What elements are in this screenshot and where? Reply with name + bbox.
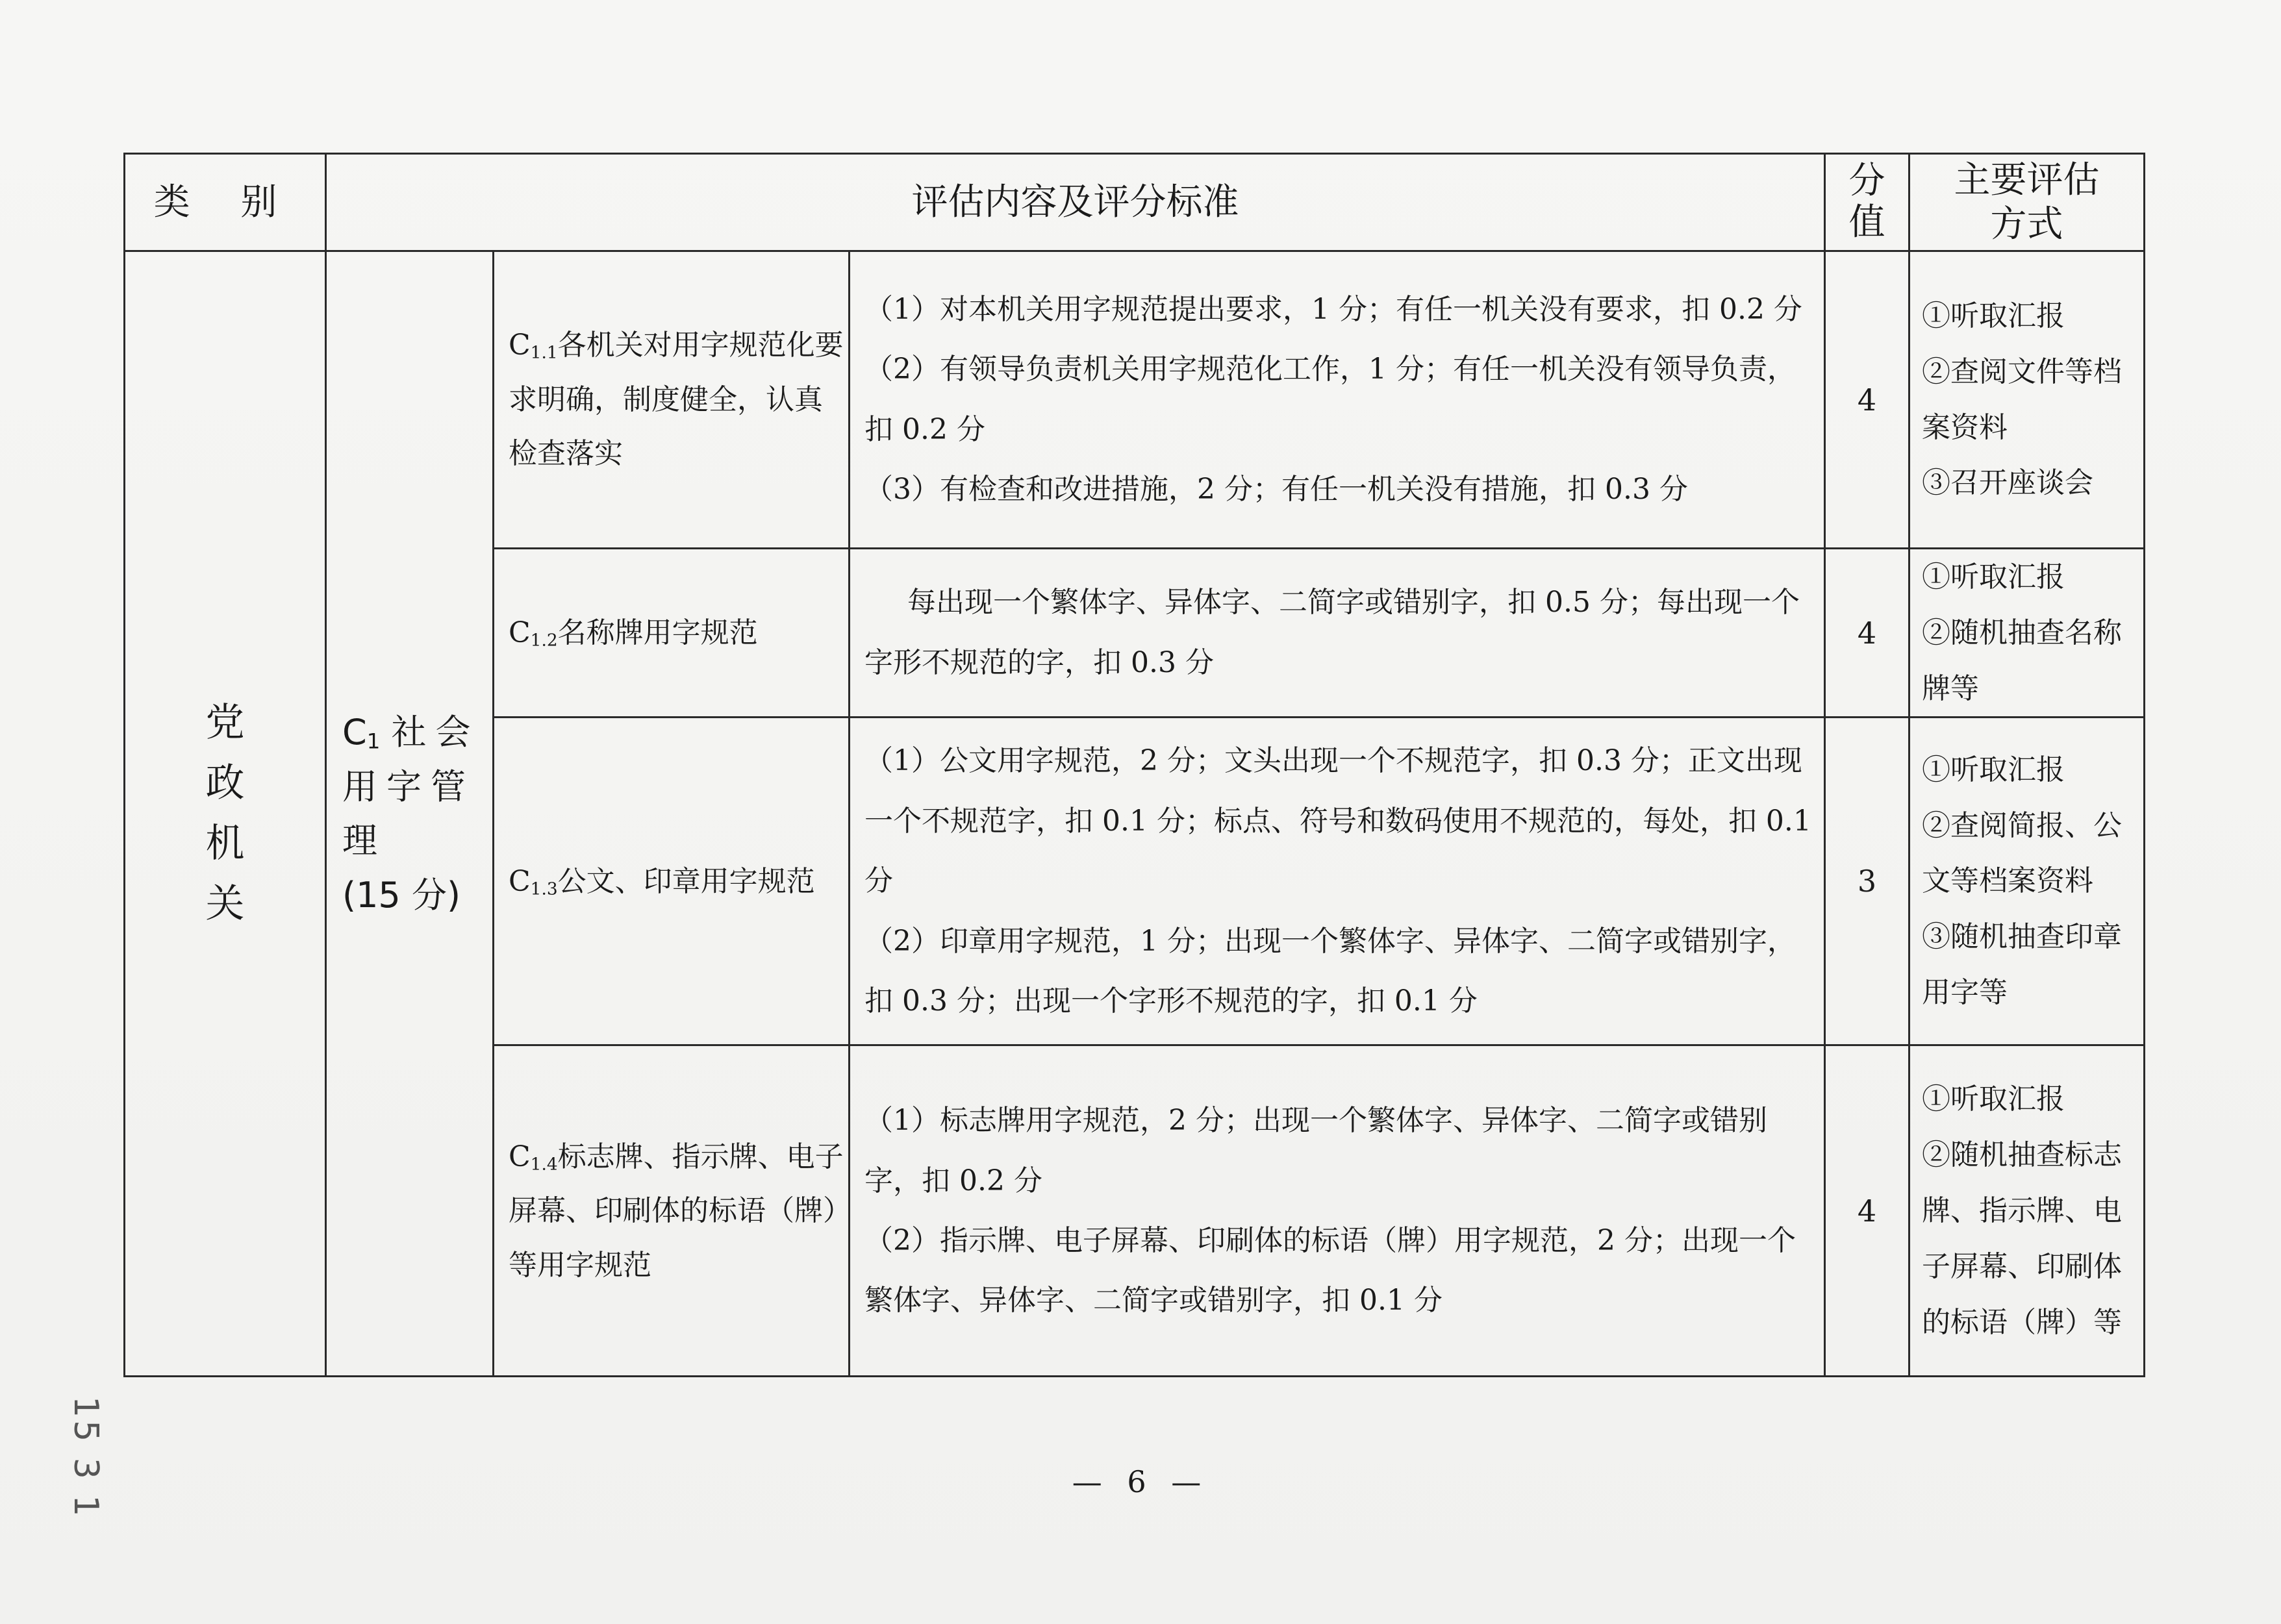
item-cell: $C_{1.1}$各机关对用字规范化要求明确，制度健全，认真检查落实 [494, 251, 850, 549]
criteria-line: 每出现一个繁体字、异体字、二简字或错别字，扣 0.5 分；每出现一个字形不规范的字，扣 0.3 分 [864, 586, 1800, 679]
method-line: ③召开座谈会 [1922, 466, 2093, 500]
criteria-cell [850, 718, 1825, 1045]
side-stamp [0, 1396, 105, 1455]
subcategory-name: 社会用字管理 [342, 711, 480, 862]
item-cell: $C_{1.4}$标志牌、指示牌、电子屏幕、印刷体的标语（牌）等用字规范 [494, 1045, 850, 1377]
score-cell: 4 [1825, 1045, 1909, 1377]
subcategory-code: $C_1$ [342, 711, 381, 754]
method-line: ②查阅文件等档案资料 [1922, 355, 2122, 444]
method-line: ②随机抽查标志牌、指示牌、电子屏幕、印刷体的标语（牌）等 [1922, 1138, 2122, 1339]
subcategory-points: (15 分) [342, 874, 461, 916]
criteria-line: （3）有检查和改进措施，2 分；有任一机关没有措施，扣 0.3 分 [864, 472, 1688, 506]
method-cell [1909, 1045, 2145, 1377]
category-label: 党政机关 [205, 700, 245, 927]
header-category: 类 别 [125, 154, 326, 251]
header-method [1909, 154, 2145, 251]
table-header-row [125, 154, 2145, 251]
table-row [125, 251, 2145, 549]
criteria-line: （1）公文用字规范，2 分；文头出现一个不规范字，扣 0.3 分；正文出现一个不规范字，扣 0.1 分；标点、符号和数码使用不规范的，每处，扣 0.1 分 [864, 744, 1811, 898]
method-line: ②查阅简报、公文等档案资料 [1922, 808, 2122, 898]
item-text: 名称牌用字规范 [557, 616, 758, 649]
criteria-line: （2）指示牌、电子屏幕、印刷体的标语（牌）用字规范，2 分；出现一个繁体字、异体字、二简字或错别字，扣 0.1 分 [864, 1223, 1796, 1318]
method-line: ①听取汇报 [1922, 753, 2065, 786]
method-cell [1909, 549, 2145, 718]
criteria-line: （1）标志牌用字规范，2 分；出现一个繁体字、异体字、二简字或错别字，扣 0.2 分 [864, 1104, 1767, 1197]
criteria-line: （1）对本机关用字规范提出要求，1 分；有任一机关没有要求，扣 0.2 分 [864, 292, 1802, 326]
category-cell [125, 251, 326, 1377]
score-cell: 4 [1825, 251, 1909, 549]
header-score-text: 分值 [1848, 159, 1885, 244]
header-method-text: 主要评估方式 [1954, 159, 2100, 245]
item-text: 公文、印章用字规范 [557, 864, 815, 898]
method-line: ③随机抽查印章用字等 [1922, 920, 2122, 1010]
header-content: 评估内容及评分标准 [326, 154, 1825, 251]
criteria-cell [850, 549, 1825, 718]
evaluation-table [123, 153, 2145, 1377]
score-cell: 4 [1825, 549, 1909, 718]
item-cell: $C_{1.3}$公文、印章用字规范 [494, 718, 850, 1045]
item-text: 标志牌、指示牌、电子屏幕、印刷体的标语（牌）等用字规范 [509, 1140, 844, 1282]
header-score [1825, 154, 1909, 251]
subcategory-cell [326, 251, 494, 1377]
criteria-cell [850, 1045, 1825, 1377]
score-cell: 3 [1825, 718, 1909, 1045]
method-cell [1909, 251, 2145, 549]
method-line: ①听取汇报 [1922, 299, 2065, 332]
criteria-line: （2）有领导负责机关用字规范化工作，1 分；有任一机关没有领导负责，扣 0.2 分 [864, 353, 1796, 446]
method-line: ①听取汇报 [1922, 560, 2065, 593]
item-text: 各机关对用字规范化要求明确，制度健全，认真检查落实 [509, 329, 844, 471]
criteria-line: （2）印章用字规范，1 分；出现一个繁体字、异体字、二简字或错别字，扣 0.3 分；出现一个字形不规范的字，扣 0.1 分 [864, 924, 1796, 1018]
item-cell: $C_{1.2}$名称牌用字规范 [494, 549, 850, 718]
method-line: ②随机抽查名称牌等 [1922, 616, 2122, 705]
method-line: ①听取汇报 [1922, 1082, 2065, 1116]
criteria-cell [850, 251, 1825, 549]
method-cell [1909, 718, 2145, 1045]
page-number: — 6 — [1072, 1464, 1209, 1499]
